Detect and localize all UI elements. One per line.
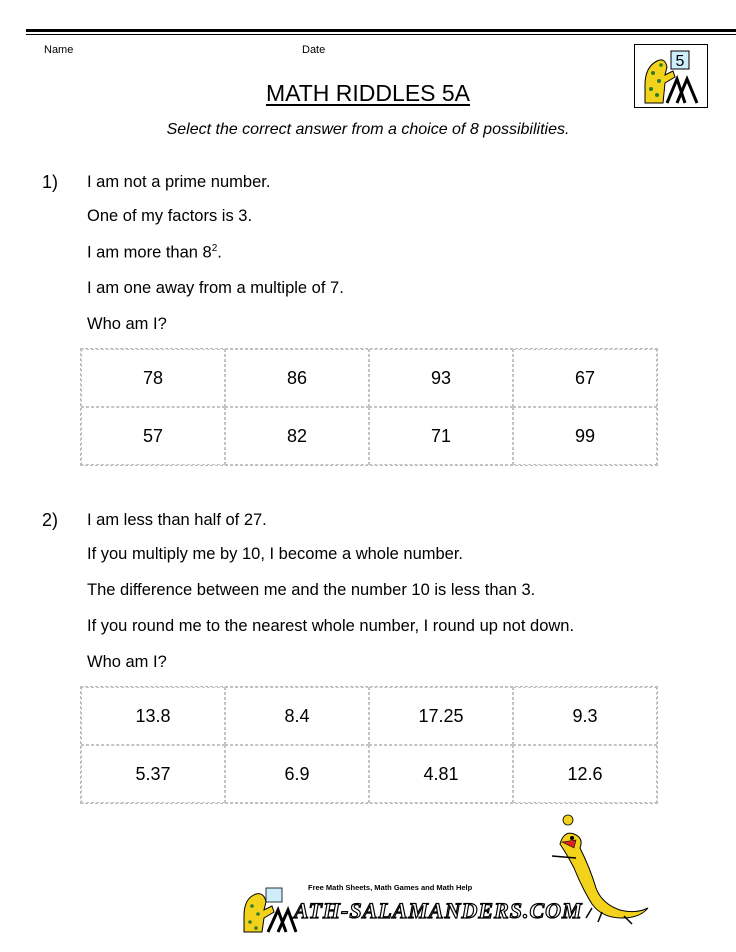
- instructions: Select the correct answer from a choice of 8 possibilities.: [166, 121, 570, 138]
- choice-cell[interactable]: 82: [225, 407, 369, 465]
- riddle-1-clue-3-end: .: [217, 243, 222, 262]
- footer-site-link[interactable]: ATH-SALAMANDERS.COM: [294, 898, 583, 923]
- riddle-1-number: 1): [42, 172, 59, 192]
- choice-cell[interactable]: 78: [81, 349, 225, 407]
- riddle-1-clue-4: I am one away from a multiple of 7.: [87, 279, 344, 297]
- choice-cell[interactable]: 99: [513, 407, 657, 465]
- choice-cell[interactable]: 4.81: [369, 745, 513, 803]
- name-label: Name: [44, 44, 74, 56]
- choice-cell[interactable]: 17.25: [369, 687, 513, 745]
- riddle-1-clue-5: Who am I?: [87, 315, 167, 333]
- choice-cell[interactable]: 9.3: [513, 687, 657, 745]
- choice-cell[interactable]: 67: [513, 349, 657, 407]
- riddle-1-clue-3-text: I am more than 8: [87, 243, 212, 262]
- riddle-1-exponent: 2: [211, 243, 218, 254]
- top-rule-thin: [26, 34, 736, 35]
- riddle-2-number: 2): [42, 510, 59, 530]
- riddle-1-clue-3: [87, 243, 222, 263]
- riddle-2-choices: [80, 686, 658, 804]
- grade-badge: 5: [675, 53, 685, 70]
- riddle-2-clue-4: If you round me to the nearest whole number, I round up not down.: [87, 617, 575, 635]
- choice-cell[interactable]: 13.8: [81, 687, 225, 745]
- choice-cell[interactable]: 5.37: [81, 745, 225, 803]
- date-label: Date: [302, 44, 326, 56]
- choice-cell[interactable]: 57: [81, 407, 225, 465]
- riddle-2-clue-1: I am less than half of 27.: [87, 511, 267, 529]
- top-rule: [26, 29, 736, 32]
- riddle-2-clue-5: Who am I?: [87, 653, 167, 671]
- choice-cell[interactable]: 86: [225, 349, 369, 407]
- riddle-2-clue-3: The difference between me and the number 10 is less than 3.: [87, 581, 536, 599]
- page-title: MATH RIDDLES 5A: [265, 80, 471, 106]
- riddle-1-clue-1: I am not a prime number.: [87, 173, 271, 191]
- choice-cell[interactable]: 71: [369, 407, 513, 465]
- choice-cell[interactable]: 12.6: [513, 745, 657, 803]
- choice-cell[interactable]: 6.9: [225, 745, 369, 803]
- choice-cell[interactable]: 8.4: [225, 687, 369, 745]
- riddle-2-clue-2: If you multiply me by 10, I become a whole number.: [87, 545, 464, 563]
- footer-tagline: Free Math Sheets, Math Games and Math Help: [308, 883, 473, 892]
- riddle-1-choices: [80, 348, 658, 466]
- riddle-1-clue-2: One of my factors is 3.: [87, 207, 253, 225]
- choice-cell[interactable]: 93: [369, 349, 513, 407]
